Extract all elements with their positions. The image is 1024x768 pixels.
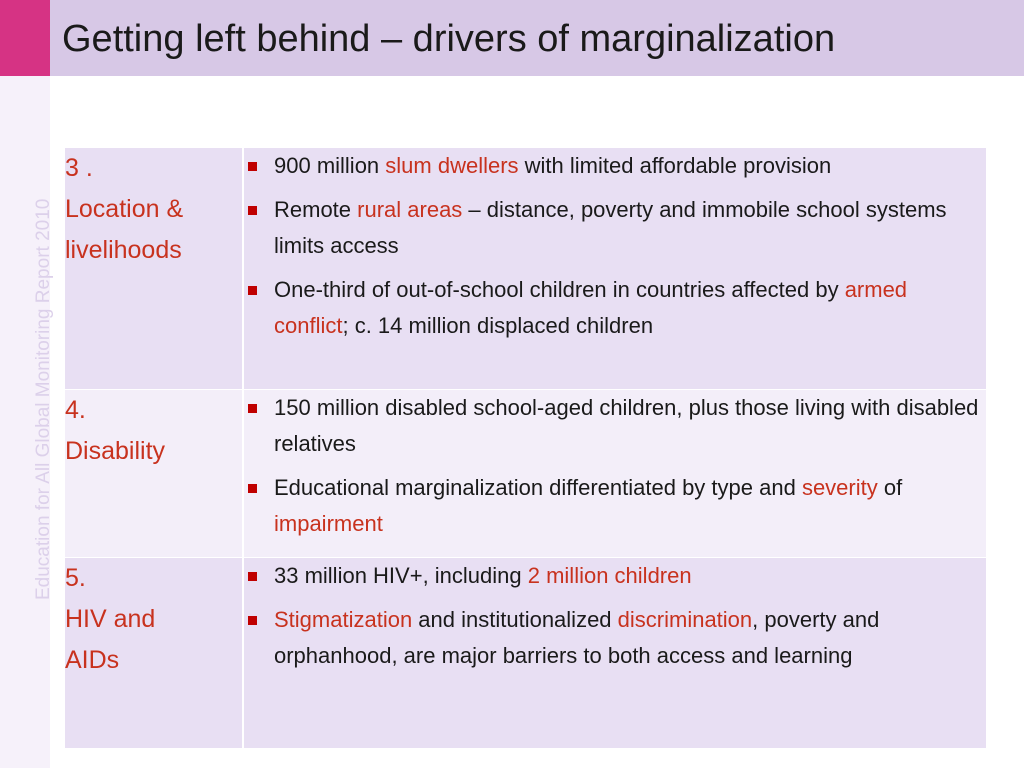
square-bullet-icon bbox=[248, 206, 257, 215]
highlight-text: slum dwellers bbox=[385, 153, 519, 178]
bullet-text: of bbox=[877, 474, 903, 500]
bullet-text: ; c. 14 million displaced children bbox=[342, 313, 654, 338]
row-body bbox=[243, 148, 986, 389]
row-heading bbox=[65, 148, 243, 389]
highlight-text: discrimination bbox=[617, 606, 753, 632]
square-bullet-icon bbox=[248, 484, 257, 493]
bullet-item bbox=[244, 470, 986, 542]
drivers-table bbox=[65, 148, 986, 749]
bullet-text: with limited affordable provision bbox=[518, 153, 832, 178]
row-heading-line: HIV and bbox=[65, 604, 156, 633]
highlight-text: 2 million children bbox=[527, 562, 692, 588]
square-bullet-icon bbox=[248, 404, 257, 413]
bullet-list bbox=[244, 390, 986, 542]
row-heading-line: AIDs bbox=[65, 645, 120, 674]
highlight-text: severity bbox=[801, 474, 878, 500]
bullet-list bbox=[244, 558, 986, 674]
square-bullet-icon bbox=[248, 616, 257, 625]
row-heading-line: 3 . bbox=[65, 154, 93, 182]
bullet-text: 900 million bbox=[274, 153, 386, 178]
row-heading-line: Location & bbox=[65, 195, 184, 223]
slide-title: Getting left behind – drivers of marginalization bbox=[62, 18, 836, 60]
side-watermark-text: Education for All Global Monitoring Report 2010 bbox=[33, 198, 54, 600]
highlight-text: armed conflict bbox=[274, 277, 908, 338]
row-heading-line: livelihoods bbox=[65, 236, 182, 264]
bullet-text: and institutionalized bbox=[412, 606, 618, 632]
bullet-item bbox=[244, 558, 986, 594]
highlight-text: rural areas bbox=[357, 197, 463, 222]
bullet-text: 33 million HIV+, including bbox=[274, 562, 528, 588]
bullet-item bbox=[244, 148, 986, 184]
highlight-text: Stigmatization bbox=[274, 606, 413, 632]
bullet-item bbox=[244, 272, 986, 344]
row-body bbox=[243, 557, 986, 748]
row-heading-line: 4. bbox=[65, 395, 86, 424]
bullet-item bbox=[244, 602, 986, 674]
table-row-disability bbox=[65, 389, 986, 557]
bullet-text: One-third of out-of-school children in countries affected by bbox=[274, 277, 845, 302]
highlight-text: impairment bbox=[274, 510, 383, 536]
row-heading-line: Disability bbox=[65, 436, 166, 465]
row-heading-line: 5. bbox=[65, 563, 86, 592]
bullet-text: Educational marginalization differentiated by type and bbox=[274, 474, 802, 500]
square-bullet-icon bbox=[248, 572, 257, 581]
row-heading bbox=[65, 389, 243, 557]
accent-block bbox=[0, 0, 50, 76]
table-row-location bbox=[65, 148, 986, 389]
bullet-list bbox=[244, 148, 986, 344]
bullet-text: , poverty and orphanhood, are major barriers to both access and learning bbox=[274, 606, 880, 668]
row-heading bbox=[65, 557, 243, 748]
square-bullet-icon bbox=[248, 162, 257, 171]
square-bullet-icon bbox=[248, 286, 257, 295]
bullet-item bbox=[244, 390, 986, 462]
table-row-hiv bbox=[65, 557, 986, 748]
bullet-text: – distance, poverty and immobile school systems limits access bbox=[274, 197, 947, 258]
row-body bbox=[243, 389, 986, 557]
bullet-text: 150 million disabled school-aged children, plus those living with disabled relatives bbox=[274, 394, 979, 456]
bullet-text: Remote bbox=[274, 197, 358, 222]
bullet-item bbox=[244, 192, 986, 264]
